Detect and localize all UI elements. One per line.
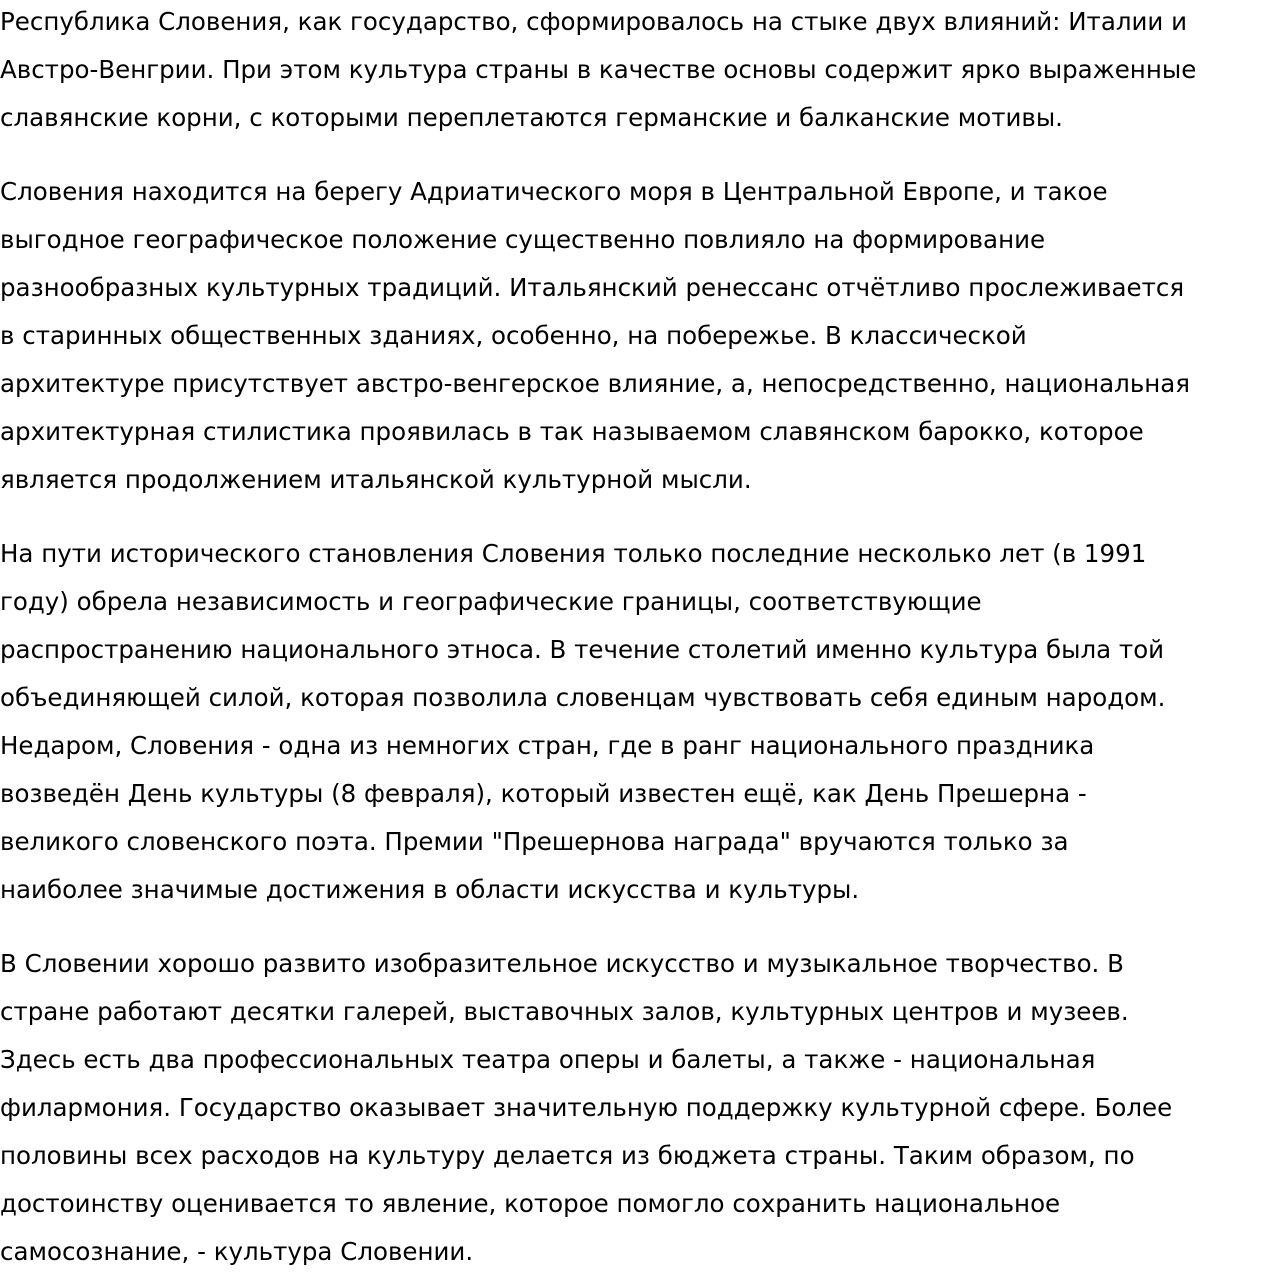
paragraph-history: [0, 530, 1270, 914]
paragraph-geography: [0, 168, 1270, 504]
text-line: На пути исторического становления Словения только последние несколько лет (в 1991: [0, 539, 1147, 568]
text-line: стране работают десятки галерей, выставочных залов, культурных центров и музеев.: [0, 997, 1129, 1026]
text-line: выгодное географическое положение существенно повлияло на формирование: [0, 225, 1046, 254]
text-line: Недаром, Словения - одна из немногих стран, где в ранг национального праздника: [0, 731, 1095, 760]
text-line: великого словенского поэта. Премии "Прешернова награда" вручаются только за: [0, 827, 1069, 856]
paragraph-arts: [0, 940, 1270, 1276]
text-line: достоинству оценивается то явление, которое помогло сохранить национальное: [0, 1189, 1061, 1218]
text-line: возведён День культуры (8 февраля), который известен ещё, как День Прешерна -: [0, 779, 1087, 808]
text-line: является продолжением итальянской культурной мысли.: [0, 465, 752, 494]
text-line: архитектуре присутствует австро-венгерское влияние, а, непосредственно, национальная: [0, 369, 1191, 398]
text-line: в старинных общественных зданиях, особенно, на побережье. В классической: [0, 321, 1027, 350]
text-line: году) обрела независимость и географические границы, соответствующие: [0, 587, 982, 616]
text-line: половины всех расходов на культуру делается из бюджета страны. Таким образом, по: [0, 1141, 1135, 1170]
text-line: Австро-Венгрии. При этом культура страны в качестве основы содержит ярко выраженные: [0, 55, 1197, 84]
text-line: наиболее значимые достижения в области искусства и культуры.: [0, 875, 860, 904]
text-line: Словения находится на берегу Адриатического моря в Центральной Европе, и такое: [0, 177, 1108, 206]
text-line: филармония. Государство оказывает значительную поддержку культурной сфере. Более: [0, 1093, 1173, 1122]
text-line: самосознание, - культура Словении.: [0, 1237, 474, 1266]
text-line: распространению национального этноса. В течение столетий именно культура была той: [0, 635, 1165, 664]
text-line: славянские корни, с которыми переплетаются германские и балканские мотивы.: [0, 103, 1063, 132]
text-line: объединяющей силой, которая позволила словенцам чувствовать себя единым народом.: [0, 683, 1166, 712]
text-line: Здесь есть два профессиональных театра оперы и балеты, а также - национальная: [0, 1045, 1096, 1074]
text-line: разнообразных культурных традиций. Итальянский ренессанс отчётливо прослеживается: [0, 273, 1185, 302]
text-line: архитектурная стилистика проявилась в так называемом славянском барокко, которое: [0, 417, 1144, 446]
text-line: В Словении хорошо развито изобразительное искусство и музыкальное творчество. В: [0, 949, 1124, 978]
paragraph-intro: [0, 0, 1270, 142]
text-line: Республика Словения, как государство, сформировалось на стыке двух влияний: Италии и: [0, 7, 1188, 36]
